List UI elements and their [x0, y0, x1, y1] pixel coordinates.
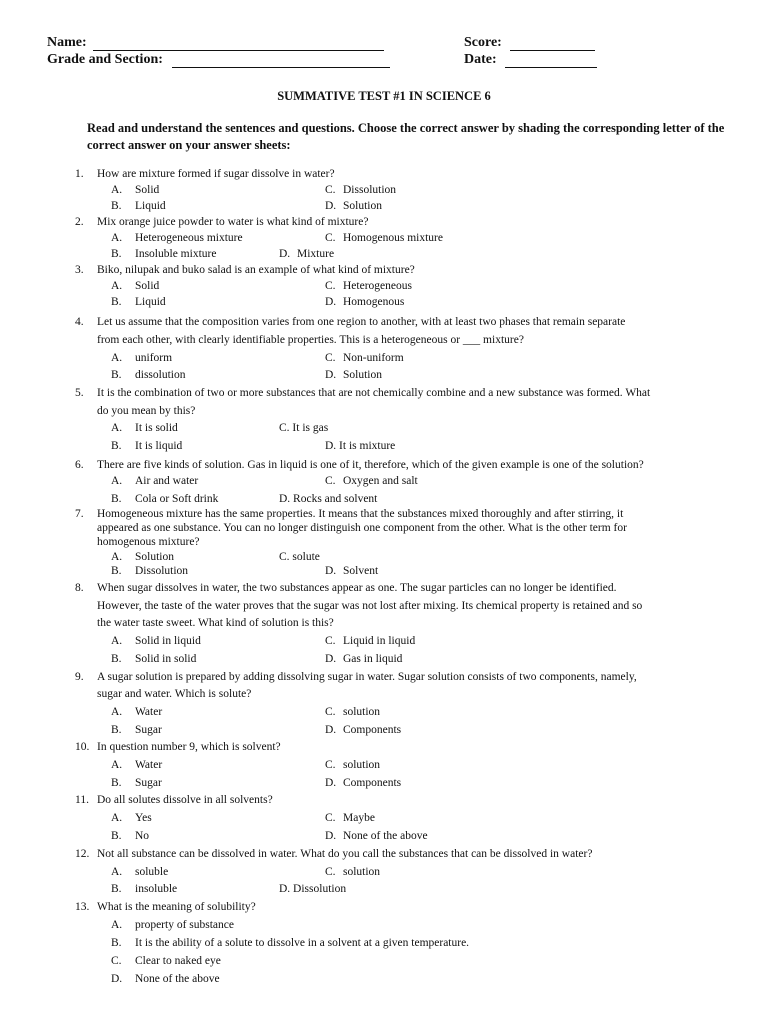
grade-section-field[interactable]	[172, 67, 390, 68]
option-a[interactable]: A. Water	[111, 759, 163, 771]
question-number: 7.	[75, 508, 84, 520]
question-number: 6.	[75, 459, 84, 471]
question-number: 3.	[75, 264, 84, 276]
date-field[interactable]	[505, 67, 597, 68]
option-b[interactable]: B. Sugar	[111, 777, 162, 789]
question-text-line-2: sugar and water. Which is solute?	[97, 688, 252, 700]
option-a[interactable]: A. Solution	[111, 551, 174, 563]
option-a[interactable]: A. property of substance	[111, 919, 234, 931]
question-text-line-3: homogenous mixture?	[97, 536, 200, 548]
option-b[interactable]: B. Liquid	[111, 200, 166, 212]
option-b[interactable]: B. Insoluble mixture	[111, 248, 217, 260]
option-a[interactable]: A. It is solid	[111, 422, 178, 434]
question-text: Do all solutes dissolve in all solvents?	[97, 794, 273, 806]
option-c[interactable]: C. solution	[325, 706, 381, 718]
question-text-line-2: from each other, with clearly identifiable properties. This is a heterogeneous or ___ mixture?	[97, 334, 524, 346]
question-number: 12.	[75, 848, 90, 860]
question-text: What is the meaning of solubility?	[97, 901, 256, 913]
option-b[interactable]: B. insoluble	[111, 883, 178, 895]
option-b[interactable]: B. dissolution	[111, 369, 186, 381]
option-a[interactable]: A. soluble	[111, 866, 169, 878]
option-d[interactable]: D. It is mixture	[325, 440, 396, 452]
option-a[interactable]: A. Yes	[111, 812, 152, 824]
option-c[interactable]: C. Liquid in liquid	[325, 635, 416, 647]
option-d[interactable]: D. Rocks and solvent	[279, 493, 378, 505]
option-b[interactable]: B. No	[111, 830, 150, 842]
option-c[interactable]: C. Homogenous mixture	[325, 232, 443, 244]
option-c[interactable]: C. Heterogeneous	[325, 280, 412, 292]
grade-section-label: Grade and Section:	[47, 52, 163, 67]
question-text-line-1: Homogeneous mixture has the same properties. It means that the substances mixed thoroughly and after stirring, it	[97, 508, 624, 520]
question-number: 2.	[75, 216, 84, 228]
option-b[interactable]: B. It is the ability of a solute to dissolve in a solvent at a given temperature.	[111, 937, 470, 949]
question-number: 9.	[75, 671, 84, 683]
question-text-line-1: When sugar dissolves in water, the two substances appear as one. The sugar particles can no longer be identified.	[97, 582, 617, 594]
option-d[interactable]: D. None of the above	[111, 973, 220, 985]
option-d[interactable]: D. Dissolution	[279, 883, 347, 895]
name-field[interactable]	[93, 50, 384, 51]
question-number: 10.	[75, 741, 90, 753]
question-text-line-2: do you mean by this?	[97, 405, 196, 417]
option-c[interactable]: C. Maybe	[325, 812, 375, 824]
option-a[interactable]: A. Solid	[111, 184, 160, 196]
option-c[interactable]: C. Dissolution	[325, 184, 397, 196]
option-d[interactable]: D. Homogenous	[325, 296, 405, 308]
option-b[interactable]: B. It is liquid	[111, 440, 183, 452]
question-text: In question number 9, which is solvent?	[97, 741, 281, 753]
question-number: 8.	[75, 582, 84, 594]
option-a[interactable]: A. Solid in liquid	[111, 635, 201, 647]
question-text-line-1: A sugar solution is prepared by adding dissolving sugar in water. Sugar solution consists of two components, namely,	[97, 671, 637, 683]
question-text-line-1: It is the combination of two or more substances that are not chemically combine and a new substance was formed. What	[97, 387, 651, 399]
question-number: 13.	[75, 901, 90, 913]
option-d[interactable]: D. Solvent	[325, 565, 379, 577]
option-d[interactable]: D. Mixture	[279, 248, 335, 260]
option-c[interactable]: C. Non-uniform	[325, 352, 404, 364]
instructions: Read and understand the sentences and questions. Choose the correct answer by shading the corresponding letter of the correct answer on your answer sheets:	[87, 121, 725, 152]
option-d[interactable]: D. Components	[325, 777, 402, 789]
option-b[interactable]: B. Liquid	[111, 296, 166, 308]
question-text-line-2: However, the taste of the water proves that the sugar was not lost after mixing. Its chemical property is retained and so	[97, 600, 643, 612]
question-text: Mix orange juice powder to water is what kind of mixture?	[97, 216, 369, 228]
option-b[interactable]: B. Sugar	[111, 724, 162, 736]
option-a[interactable]: A. Solid	[111, 280, 160, 292]
option-b[interactable]: B. Dissolution	[111, 565, 189, 577]
score-field[interactable]	[510, 50, 595, 51]
option-c[interactable]: C. solute	[279, 551, 320, 563]
option-b[interactable]: B. Cola or Soft drink	[111, 493, 219, 505]
question-text: Not all substance can be dissolved in water. What do you call the substances that can be dissolved in water?	[97, 848, 593, 860]
question-number: 5.	[75, 387, 84, 399]
option-a[interactable]: A. Air and water	[111, 475, 199, 487]
option-a[interactable]: A. Heterogeneous mixture	[111, 232, 243, 244]
question-text-line-1: Let us assume that the composition varies from one region to another, with at least two phases that remain separate	[97, 316, 626, 328]
option-d[interactable]: D. Gas in liquid	[325, 653, 403, 665]
option-a[interactable]: A. uniform	[111, 352, 173, 364]
question-number: 4.	[75, 316, 84, 328]
question-number: 1.	[75, 168, 84, 180]
option-a[interactable]: A. Water	[111, 706, 163, 718]
question-text-line-3: the water taste sweet. What kind of solution is this?	[97, 617, 334, 629]
date-label: Date:	[464, 52, 497, 67]
option-c[interactable]: C. solution	[325, 759, 381, 771]
option-d[interactable]: D. Solution	[325, 369, 382, 381]
option-d[interactable]: D. Solution	[325, 200, 382, 212]
option-b[interactable]: B. Solid in solid	[111, 653, 197, 665]
question-text: Biko, nilupak and buko salad is an example of what kind of mixture?	[97, 264, 415, 276]
question-number: 11.	[75, 794, 89, 806]
option-c[interactable]: C. It is gas	[279, 422, 329, 434]
question-text: There are five kinds of solution. Gas in liquid is one of it, therefore, which of the given example is one of the solution?	[97, 459, 644, 471]
option-c[interactable]: C. Oxygen and salt	[325, 475, 418, 487]
option-c[interactable]: C. Clear to naked eye	[111, 955, 221, 967]
question-text-line-2: appeared as one substance. You can no longer distinguish one component from the other. What is the other term for	[97, 522, 627, 534]
score-label: Score:	[464, 35, 502, 50]
question-text: How are mixture formed if sugar dissolve in water?	[97, 168, 335, 180]
page-title: SUMMATIVE TEST #1 IN SCIENCE 6	[277, 89, 491, 103]
option-c[interactable]: C. solution	[325, 866, 381, 878]
option-d[interactable]: D. Components	[325, 724, 402, 736]
option-d[interactable]: D. None of the above	[325, 830, 428, 842]
name-label: Name:	[47, 35, 87, 50]
